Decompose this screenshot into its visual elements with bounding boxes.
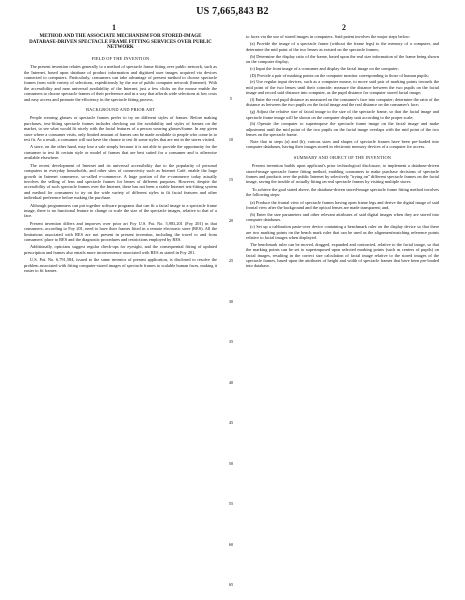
step-item: Note that in steps (a) and (b), various sizes and shapes of spectacle frames have been pre-loaded into computer databases, having their images stored in electronic memory devices of a computer for access. [246,139,439,150]
step-item: (c) Set up a calibration paste-over device containing a benchmark ruler on the display device so that there are two marking points on the bench mark ruler that can be used as the alignment/matching reference points relative to facial images when displayed. [246,224,439,240]
summary-heading: SUMMARY AND OBJECT OF THE INVENTION [293,154,392,160]
paragraph: Although programmers can put together software programs that can fit a facial image to a spectacle frame image, there is no functional feature to change or scale the size of the spectacle images, relative to that of a face. [24,202,217,219]
step-item: (g) Adjust the relative size of facial image to the size of the spectacle frame, so that the facial image and spectacle frame image will be shown on the computer display unit according to the proper scale; [246,109,439,120]
paragraph: To achieve the goal stated above, the database-driven stored-image spectacle frame fitting method involves the following steps: [246,186,439,198]
step-item: (a) Provide the image of a spectacle frame (without the frame legs) to the memory of a computer, and determine the mid point of the two lenses as existed on the spectacle frames; [246,41,439,52]
line-number: 30 [228,298,234,304]
paragraph: A store, on the other hand, may lose a sale simply because it is not able to provide the opportunity for the consumer to test fit certain style or model of frames that are best suited for a consumer and is otherwise available elsewhere. [24,144,217,161]
step-item: The benchmark ruler can be moved, dragged, expanded and contracted, relative to the facial image, so that the marking points can be set to superimposed upon selected marking points (such as centers of pupils) on facial images, resulting in the correct size calculation of facial image relative to the stored images of the spectacle frames, based upon the attributes of height and width of spectacle frames that have been pre-loaded into database. [246,241,439,269]
step-item: (h) Operate the computer to superimpose the spectacle frame image on the facial image and make adjustment until the mid point of the two pupils on the facial image overlaps with the mid point of the two lenses on the spectacle frame. [246,121,439,138]
left-column [24,34,217,275]
field-section [24,64,217,102]
step-item: (c) Input the front image of a consumer and display the facial image on the computer; [250,65,399,71]
summary-steps-list [246,200,439,269]
right-column [246,34,439,270]
line-number: 40 [228,379,234,385]
line-number: 25 [228,258,234,263]
line-number: 55 [228,501,234,506]
paragraph: The recent development of Internet and its universal accessibility due to the popularity of personal computers in everyday households, and other sites of connectivity such as Internet Café, enable the huge growth in Internet commerce, so-called e-commerce. A huge portion of the e-commerce today actually involves the selling of lens and spectacle frames for lenses of different purposes. However, despite the accessibility of such spectacle frames over the Internet, there has not been a viable Internet test-fitting system and method for consumers to try on the wide variety of different styles to fit facial features and other individual preference before making the purchase. [24,162,217,201]
line-number: 45 [228,420,234,425]
prior-steps-list [246,41,439,149]
summary-section [246,163,439,197]
step-item: (b) Enter the size parameters and other relevant attributes of said digital images when they are stored into computer databases. [246,211,439,223]
line-number-gutter [220,34,242,594]
line-number: 5 [229,96,233,101]
patent-number: US 7,665,843 B2 [196,6,269,17]
step-item: (b) Determine the display ratio of the frame, based upon the real size information of the frame being shown on the computer display; [246,53,439,65]
background-heading: BACKGROUND AND PRIOR ART [86,107,155,113]
paragraph: Present invention builds upon applicant's prior technological disclosure, to implement a database-driven stored-image spectacle frame fitting method, enabling consumers to make purchase decisions of spectacle frames and products over the public Internet by selectively "trying on" different spectacle frames on the facial image, saving the trouble of actually fitting on real spectacle frames by visiting multiple stores. [246,163,439,185]
step-item: (D) Provide a pair of marking points on the computer monitor corresponding to those of human pupils; [250,72,429,78]
line-number: 50 [228,460,234,466]
step-item: (f) Enter the real pupil distance as measured on the consumer's face into computer; determine the ratio of the distance as between the two pupils on the facial image and the real distance on the consumer's face; [246,97,439,108]
line-number: 60 [228,541,234,547]
paragraph: The present invention relates generally to a method of spectacle frame fitting over public network, such as the Internet, based upon database of product information and digitized user images acquired via devices connected to computers. Particularly, consumers can take advantage of present method to choose spectacle frames from wide variety of selections, expeditiously by the use of public computer network (Internet). With the accessibility and near universal availability of the Internet, just a few clicks on the mouse enable the consumers to choose spectacle frames of their preference and in a way that affords wide selections at low costs and easy access and promote the efficiency in the spectacle fitting process. [24,64,217,102]
paragraph: U.S. Pat. No. 6,791,584, issued to the same inventor of present application, is disclosed to resolve the problem associated with fitting computer-stored images of spectacle frames to scalable human faces, making it easier to fit frames [24,257,217,273]
step-item: (a) Produce the frontal view of spectacle frames having open frame legs and derive the digital image of said frontal view after the background and the optical lenses are made transparent; and, [246,199,439,211]
page-number-right: 2 [342,23,346,32]
paragraph: People wearing glasses or spectacle frames prefer to try on different styles of frames. Before making purchases, test-fitting spectacle frames includes checking out the availability and styles of frames on the market, to see what would fit nicely with the facial features of a person wearing glasses/frame. In any given store where a consumer visits, only limited amount of frames can be made available to people who come in to test fit. As a result, a consumer will not have the chance to test fit some styles that are not in the stores visited. [24,115,217,143]
patent-title: METHOD AND THE ASSOCIATE MECHANISM FOR STORED-IMAGE DATABASE-DRIVEN SPECTACLE FRAME FITTING SERVICES OVER PUBLIC NETWORK [29,34,212,51]
line-number: 10 [228,136,234,142]
line-number: 15 [228,177,234,182]
paragraph: Additionally, opticians suggest regular check-ups for eyesight, and the consequential fitting of updated prescription and frames also entails more inconvenience associated with RES as stated in Foy 201. [24,244,217,255]
field-heading: FIELD OF THE INVENTION [91,55,150,61]
line-number: 20 [228,217,234,223]
continued-paragraph: to faces via the use of stored images in computers. Said patent involves the major steps below: [246,34,411,39]
background-section [24,115,217,273]
step-item: (e) Use regular input devices, such as a computer mouse, to move said pair of marking points towards the mid point of the two lenses until their coincide; measure the distance between the two pupils on the facial image and record said distance into computer, as the pupil distance for computer stored facial image; [246,79,439,96]
line-number: 35 [228,339,234,344]
paragraph: Present invention differs and improves over prior art Foy U.S. Pat. No. 5,983,201 (Foy 201) in that consumers, according to Foy 201, need to have their frames fitted in a remote electronic store (RES). All the limitations associated with RES are not present in present invention, including the travel to and from consumers' place to RES and the diagnostic procedures and restrictions employed by RES. [24,220,217,242]
page-number-left: 1 [112,23,116,32]
line-number: 65 [228,582,234,587]
